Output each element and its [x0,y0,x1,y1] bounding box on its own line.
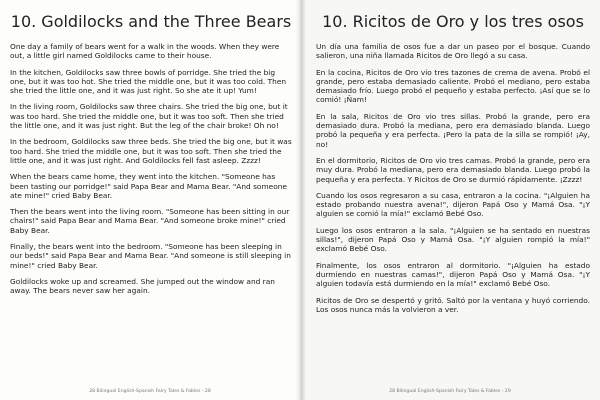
spanish-paragraph-7: Finalmente, los osos entraron al dormitorio. "¡Alguien ha estado durmiendo en nuestras camas!", dijeron Papá Oso y Mamá Osa. "¡Y alguien todavía está durmiendo en la mía!" exclamó Bebé Oso. [316,260,590,289]
english-paragraph-7: Finally, the bears went into the bedroom. "Someone has been sleeping in our beds!" said Papa Bear and Mama Bear. "And someone is still sleeping in mine!" cried Baby Bear. [10,242,291,270]
right-page [300,0,600,400]
spanish-paragraph-2: En la cocina, Ricitos de Oro vio tres tazones de crema de avena. Probó el grande, pero estaba demasiado caliente. Probó el mediano, pero estaba demasiado frío. Luego probó el pequeño y estaba perfecto. ¡Así que se lo comió! ¡Ñam! [316,67,590,105]
spanish-paragraph-4: En el dormitorio, Ricitos de Oro vio tres camas. Probó la grande, pero era muy dura. Probó la mediana, pero era demasiado blanda. Luego probó la pequeña y era perfecta. Y Ricitos de Oro se durmió rápidamente. ¡Zzzz! [316,155,590,184]
english-paragraph-2: In the kitchen, Goldilocks saw three bowls of porridge. She tried the big one, but it was too hot. She tried the middle one, but it was too cold. Then she tried the little one, and it was just right. So she ate it up! Yum! [10,67,287,96]
spanish-paragraph-1: Un día una familia de osos fue a dar un paseo por el bosque. Cuando salieron, una niña llamada Ricitos de Oro llegó a su casa. [316,42,590,61]
spanish-paragraph-3: En la sala, Ricitos de Oro vio tres sillas. Probó la grande, pero era demasiado dura. Probó la mediana, pero era demasiado blanda. Luego probó la pequeña y era perfecta. ¡Pero la pata de la silla se rompió! ¡Ay, no! [316,111,590,149]
left-page-footer: 28 Bilingual English-Spanish Fairy Tales & Fables - 28 [89,389,211,394]
spanish-paragraph-5: Cuando los osos regresaron a su casa, entraron a la cocina. "¡Alguien ha estado probando nuestra avena!", dijeron Papá Oso y Mamá Osa. "¡Y alguien se comió la mía!" exclamó Bebé Oso. [316,190,590,219]
english-paragraph-3: In the living room, Goldilocks saw three chairs. She tried the big one, but it was too hard. She tried the middle one, but it was too soft. Then she tried the little one, and it was just right. But the leg of the chair broke! Oh no! [10,102,288,131]
english-title: 10. Goldilocks and the Three Bears [10,12,292,31]
english-paragraph-1: One day a family of bears went for a walk in the woods. When they were out, a little girl named Goldilocks came to their house. [10,42,280,61]
english-paragraph-4: In the bedroom, Goldilocks saw three beds. She tried the big one, but it was too hard. She tried the middle one, but it was too soft. Then she tried the little one, and it was just right. And Goldilocks fell fast asleep. Zzzz! [10,137,292,165]
spanish-paragraph-8: Ricitos de Oro se despertó y gritó. Saltó por la ventana y huyó corriendo. Los osos nunca más la volvieron a ver. [316,295,590,314]
book-gutter-shadow [296,0,306,400]
english-paragraph-5: When the bears came home, they went into the kitchen. "Someone has been tasting our porridge!" said Papa Bear and Mama Bear. "And someone ate mine!" cried Baby Bear. [10,172,287,200]
spanish-paragraph-6: Luego los osos entraron a la sala. "¡Alguien se ha sentado en nuestras sillas!", dijeron Papá Oso y Mamá Osa. "¡Y alguien rompió la mía!" exclamó Bebé Oso. [316,225,590,254]
english-paragraph-6: Then the bears went into the living room. "Someone has been sitting in our chairs!" said Papa Bear and Mama Bear. "And someone broke mine!" cried Baby Bear. [10,207,290,235]
english-paragraph-8: Goldilocks woke up and screamed. She jumped out the window and ran away. The bears never saw her again. [10,276,275,296]
right-page-footer: 28 Bilingual English-Spanish Fairy Tales & Fables - 29 [389,389,511,394]
spanish-title: 10. Ricitos de Oro y los tres osos [322,12,584,31]
